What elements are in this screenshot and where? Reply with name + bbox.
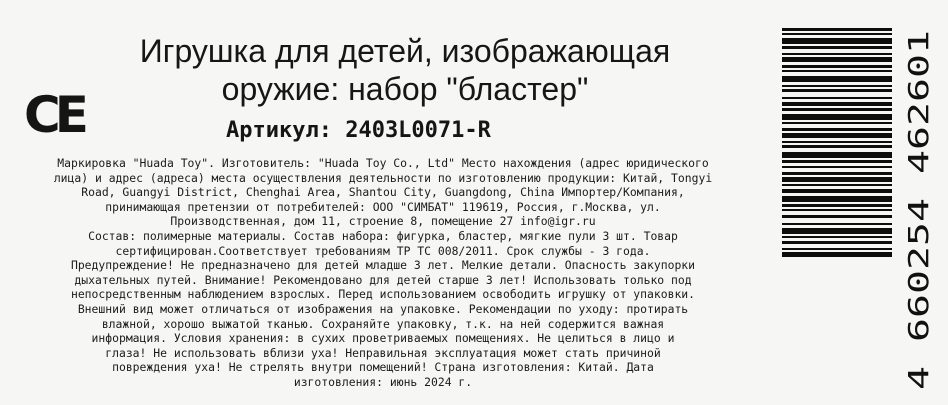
barcode-bar [782,141,892,143]
barcode-bar [782,172,892,175]
barcode-bar [782,145,892,148]
barcode-bar [782,108,892,111]
barcode-bar [782,89,892,92]
barcode-bar [782,236,892,238]
barcode-bar [782,65,892,68]
barcode-bar [782,209,892,211]
barcode-bar [782,102,892,106]
barcode-bar [782,128,892,131]
barcode-bar [782,38,892,44]
barcode-bar [782,241,892,244]
barcode [770,20,940,398]
barcode-bar [782,46,892,49]
barcode-bar [782,204,892,207]
product-title [60,32,750,108]
barcode-bar [782,76,892,82]
barcode-bar [782,28,892,31]
barcode-digits: 4 660254 462601 [902,137,935,390]
barcode-bar [782,177,892,182]
barcode-bar [782,189,892,193]
manufacturer-info: Маркировка "Huada Toy". Изготовитель: "Huada Toy Co., Ltd" Место нахождения (адрес юридического лица) и адрес (адреса) места осуществления деятельности по изготовлению продукции: Китай, Tongyi Road, Guangyi District, Chenghai Area, Shantou City, Guangdong, China Импортер/Компания, принимающая претензии от потребителей: ООО "СИМБАТ" 119619, Россия, г.Москва, ул. Производственная, дом 11, строение 8, помещение 27 info@igr.ru [53,156,713,229]
barcode-bar [782,160,892,163]
barcode-bar [782,184,892,186]
barcode-bar [782,152,892,158]
barcode-bar [782,53,892,55]
barcode-bar [782,252,892,257]
composition-warnings: Состав: полимерные материалы. Состав набора: фигурка, бластер, мягкие пули 3 шт. Товар сертифицирован.Соответствует требованиям ТР ТС 008/2011. Срок службы - 3 года. Предупреждение! Не предназначено для детей младше 3 лет. Мелкие детали. Опасность закупорки дыхательных путей. Внимание! Рекомендовано для детей старше 3 лет! Использовать только под непосредственным наблюдением взрослых. Перед использованием освободить игрушку от упаковки. Внешний вид может отличаться от изображения на упаковке. Рекомендации по уходу: протирать влажной, хорошо выжатой тканью. Сохраняйте упаковку, т.к. на ней содержится важная информация. Условия хранения: в сухих проветриваемых помещениях. Не целиться в лицо и глаза! Не использовать вблизи уха! Неправильная эксплуатация может стать причиной повреждения уха! Не стрелять внутри помещений! Страна изготовления: Китай. Дата изготовления: июнь 2024 г. [70,229,696,389]
title-line-1: Игрушка для детей, изображающая [139,33,671,69]
barcode-bar [782,133,892,138]
barcode-bar [782,97,892,99]
barcode-bar [782,223,892,225]
barcode-bar [782,57,892,62]
barcode-bar [782,248,892,250]
article-number: Артикул: 2403L0071-R [226,118,491,143]
barcode-bar [782,196,892,202]
barcode-bar [782,122,892,124]
barcode-bars [782,28,892,257]
barcode-bar [782,33,892,35]
ce-mark-icon: CE [24,86,83,144]
barcode-bar [782,85,892,87]
barcode-bar [782,215,892,218]
title-line-2: оружие: набор "бластер" [221,71,589,107]
barcode-bar [782,70,892,72]
barcode-graphic [770,20,940,398]
barcode-bar [782,114,892,120]
barcode-bar [782,228,892,234]
barcode-bar [782,166,892,168]
